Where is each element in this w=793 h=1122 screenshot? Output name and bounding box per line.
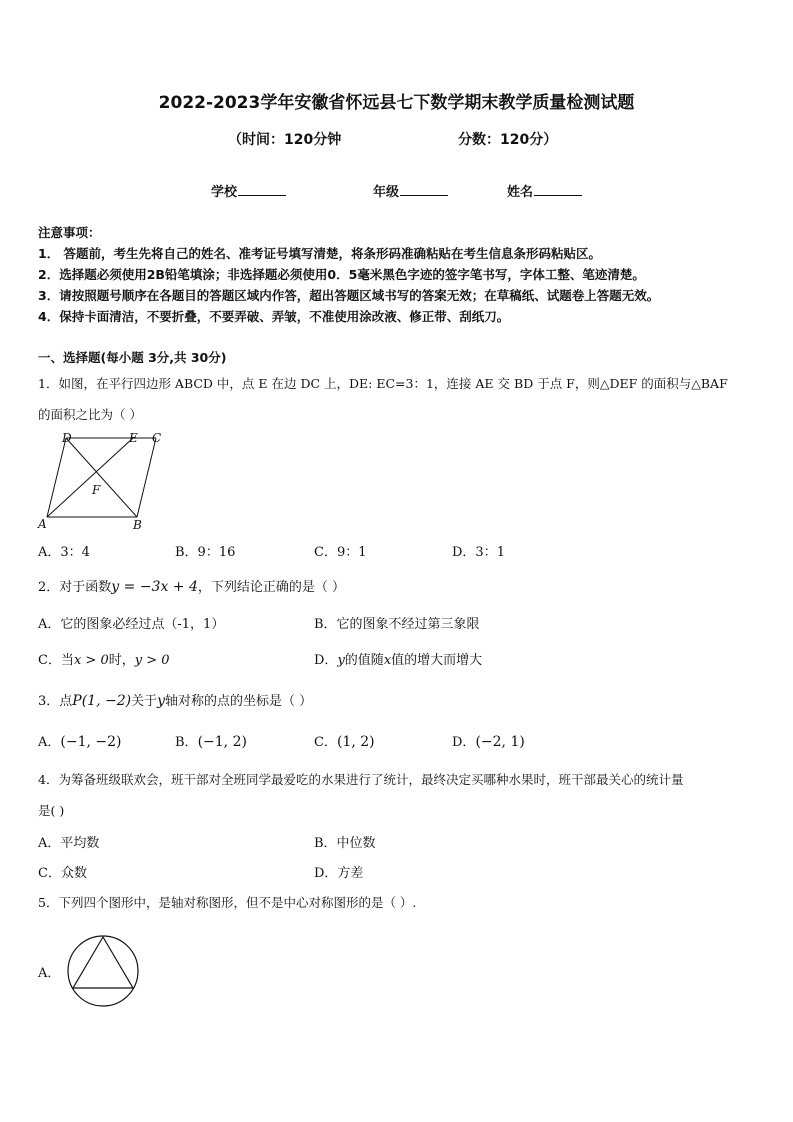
q2-option-c-mid: 时， — [108, 653, 135, 668]
q4-option-a[interactable]: A．平均数 — [38, 836, 100, 851]
notice-item-2: 2．选择题必须使用2B铅笔填涂；非选择题必须使用0．5毫米黑色字迹的签字笔书写，字体工整、笔迹清楚。 — [38, 267, 645, 282]
grade-field — [373, 181, 448, 200]
q1-option-d[interactable]: D．3：1 — [452, 545, 505, 560]
q3-stem — [38, 690, 312, 709]
name-field — [507, 181, 582, 200]
q3-option-a-value: (−1, −2) — [60, 734, 122, 750]
q1-parallelogram-figure — [36, 428, 171, 534]
q1-stem-line2: 的面积之比为（ ） — [38, 407, 142, 422]
school-field — [211, 181, 286, 200]
q4-stem-line2: 是( ) — [38, 803, 65, 818]
q2-option-d-y: y — [337, 653, 345, 668]
q3-point: P(1, −2) — [72, 693, 132, 709]
q3-option-d-value: (−2, 1) — [475, 734, 525, 750]
q1-stem-line1: 1．如图，在平行四边形 ABCD 中，点 E 在边 DC 上，DE: EC=3：1，连接 AE 交 BD 于点 F，则△DEF 的面积与△BAF — [38, 376, 728, 391]
q5-option-a-circle-triangle-figure — [65, 934, 141, 1008]
q3-option-b[interactable] — [175, 731, 247, 750]
q2-option-a[interactable]: A．它的图象必经过点（-1，1） — [38, 617, 225, 632]
q1-option-b[interactable]: B．9：16 — [175, 545, 236, 560]
notice-item-3: 3．请按照题号顺序在各题目的答题区域内作答，超出答题区域书写的答案无效；在草稿纸、试题卷上答题无效。 — [38, 288, 660, 303]
q3-option-c-label: C． — [314, 735, 337, 750]
notice-heading: 注意事项： — [38, 225, 101, 240]
q2-option-c-result: y > 0 — [134, 653, 170, 668]
name-blank — [534, 183, 582, 196]
label-B: B — [133, 518, 142, 532]
q4-stem-line1: 4．为筹备班级联欢会，班干部对全班同学最爱吃的水果进行了统计，最终决定买哪种水果时，班干部最关心的统计量 — [38, 772, 684, 787]
label-F: F — [92, 483, 101, 497]
q2-option-c-cond: x > 0 — [73, 653, 109, 668]
q3-option-d[interactable] — [452, 731, 525, 750]
q3-option-b-label: B． — [175, 735, 198, 750]
name-label: 姓名 — [507, 185, 534, 200]
q1-option-a[interactable]: A．3：4 — [38, 545, 90, 560]
label-E: E — [129, 431, 138, 445]
q2-option-d-mid: 的值随 — [344, 653, 384, 668]
label-C: C — [152, 431, 162, 445]
q2-option-d-pre: D． — [314, 653, 338, 668]
q1-option-c[interactable]: C．9：1 — [314, 545, 367, 560]
q3-option-a-label: A． — [38, 735, 61, 750]
exam-score: 分数：120分） — [458, 132, 558, 148]
q2-stem-post: ，下列结论正确的是（ ） — [197, 580, 346, 595]
q3-option-b-value: (−1, 2) — [197, 734, 247, 750]
notice-item-1: 1． 答题前，考生先将自己的姓名、准考证号填写清楚，将条形码准确粘贴在考生信息条形码粘贴区。 — [38, 246, 602, 261]
label-D: D — [62, 431, 72, 445]
q2-function: y = −3x + 4 — [111, 579, 198, 595]
page-title: 2022-2023学年安徽省怀远县七下数学期末教学质量检测试题 — [158, 93, 635, 113]
exam-time: （时间：120分钟 — [228, 132, 342, 148]
q3-option-a[interactable] — [38, 731, 122, 750]
grade-blank — [400, 183, 448, 196]
q2-stem-pre: 2．对于函数 — [38, 580, 112, 595]
q2-option-b[interactable]: B．它的图象不经过第三象限 — [314, 617, 480, 632]
section-heading: 一、选择题(每小题 3分,共 30分) — [38, 350, 227, 365]
q3-stem-pre: 3．点 — [38, 694, 73, 709]
q3-option-c-value: (1, 2) — [336, 734, 375, 750]
q2-option-c-pre: C．当 — [38, 653, 74, 668]
q3-stem-mid: 关于 — [131, 694, 158, 709]
q4-option-c[interactable]: C．众数 — [38, 866, 87, 881]
q5-option-a[interactable]: A． — [38, 966, 61, 981]
label-A: A — [38, 517, 47, 531]
q2-option-d[interactable] — [314, 649, 482, 668]
school-blank — [238, 183, 286, 196]
q3-option-c[interactable] — [314, 731, 375, 750]
q3-stem-post: 轴对称的点的坐标是（ ） — [165, 694, 313, 709]
q4-option-b[interactable]: B．中位数 — [314, 836, 376, 851]
q4-option-d[interactable]: D．方差 — [314, 866, 364, 881]
q5-stem: 5．下列四个图形中，是轴对称图形，但不是中心对称图形的是（ ）. — [38, 895, 417, 910]
grade-label: 年级 — [373, 185, 400, 200]
notice-item-4: 4．保持卡面清洁，不要折叠，不要弄破、弄皱，不准使用涂改液、修正带、刮纸刀。 — [38, 309, 510, 324]
q2-option-d-post: 值的增大而增大 — [391, 653, 483, 668]
q2-option-d-x: x — [383, 653, 392, 668]
q2-option-c[interactable] — [38, 649, 170, 668]
school-label: 学校 — [211, 185, 238, 200]
q2-stem — [38, 576, 345, 595]
q3-option-d-label: D． — [452, 735, 476, 750]
q3-axis-var: y — [157, 693, 166, 709]
